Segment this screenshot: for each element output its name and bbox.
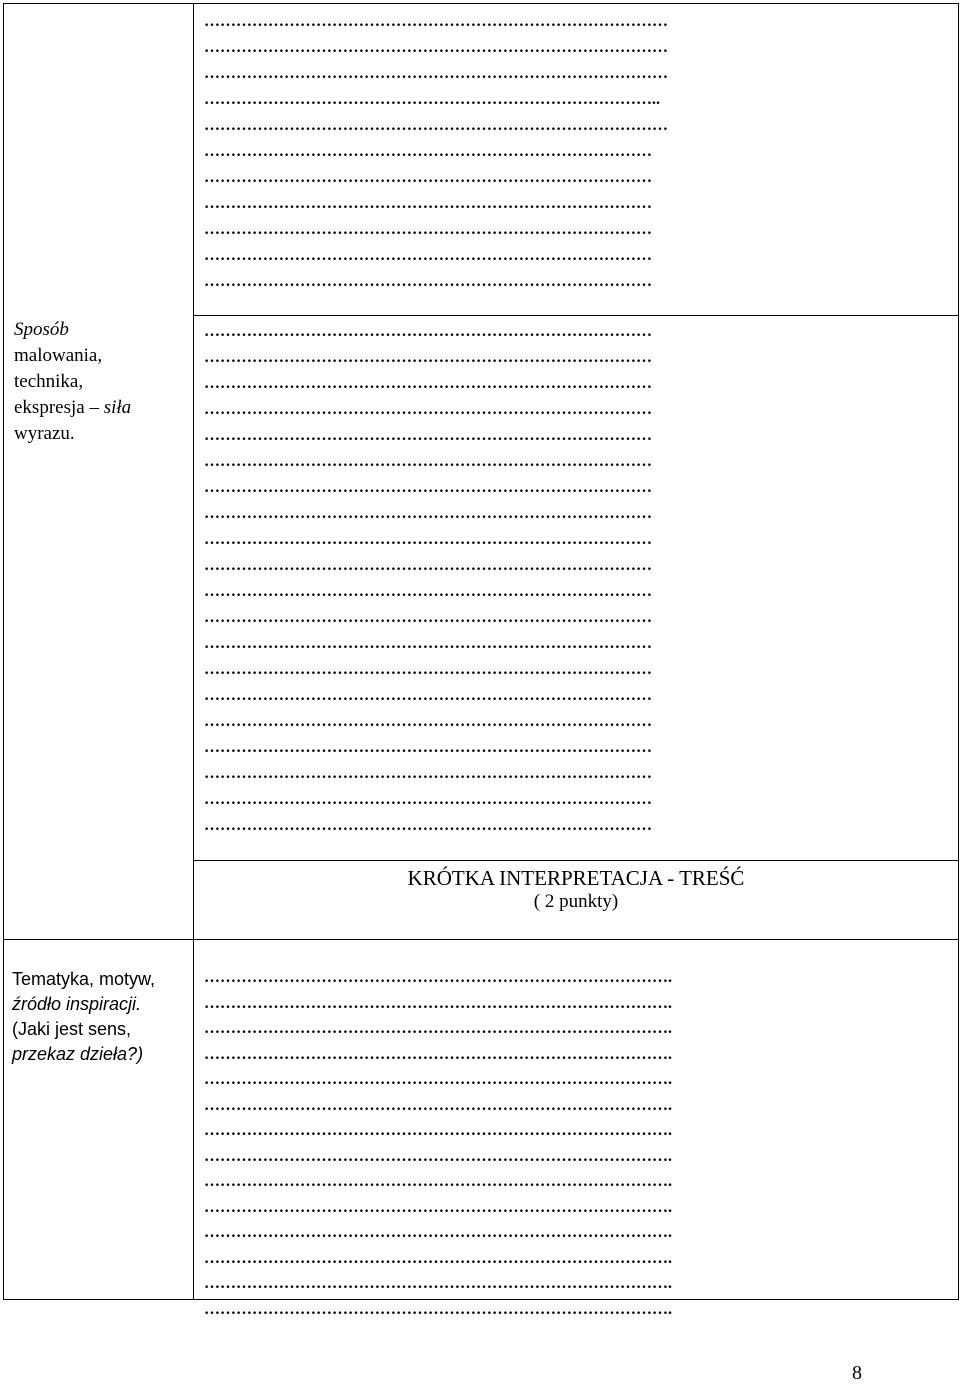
dotted-answer-line: …………………………………………………………………………….: [204, 1148, 672, 1165]
dotted-answer-line: …………………………………………………………………………….: [204, 1097, 672, 1114]
page-number: 8: [852, 1362, 862, 1384]
dotted-answer-line: …………………………………………………………………………: [204, 428, 652, 444]
dotted-answer-line: …………………………………………………………………………: [204, 454, 652, 470]
row1-label-line: malowania,: [14, 345, 103, 366]
dotted-answer-line: …………………………………………………………………………: [204, 196, 652, 212]
row2-label-line: (Jaki jest sens,: [12, 1019, 132, 1039]
row1-label-line3-plain: ekspresja –: [14, 397, 104, 418]
dotted-answer-line: ……………………………………………………………………………: [204, 40, 668, 56]
row1-label-line3: [14, 395, 189, 421]
dotted-answer-line: ……………………………………………………………………………: [204, 118, 668, 134]
row1-label-line: wyrazu.: [14, 423, 75, 444]
dotted-answer-line: …………………………………………………………………………: [204, 402, 652, 418]
row2-label: [12, 967, 190, 1067]
dotted-answer-line: …………………………………………………………………………: [204, 532, 652, 548]
heading-top-border: [193, 860, 959, 861]
section-title: KRÓTKA INTERPRETACJA - TREŚĆ: [407, 866, 745, 890]
row2-label-line: Tematyka, motyw,: [12, 969, 156, 989]
dotted-answer-line: …………………………………………………………………………: [204, 766, 652, 782]
dotted-answer-line: …………………………………………………………………………: [204, 274, 652, 290]
dotted-answer-line: …………………………………………………………………………: [204, 636, 652, 652]
dotted-answer-line: …………………………………………………………………………….: [204, 1174, 672, 1190]
table-top-border: [3, 3, 959, 4]
dotted-answer-line: …………………………………………………………………………: [204, 688, 652, 704]
dotted-answer-line: …………………………………………………………………………: [204, 610, 652, 626]
dotted-answer-line: …………………………………………………………………………: [204, 558, 652, 574]
dotted-answer-line: …………………………………………………………………………..: [204, 92, 660, 108]
dotted-answer-line: …………………………………………………………………………: [204, 144, 652, 160]
dotted-answer-line: …………………………………………………………………………: [204, 792, 652, 808]
dotted-answer-line: ……………………………………………………………………………: [204, 14, 668, 30]
row1-label-line3-italic: siła: [103, 397, 132, 418]
table-right-border: [958, 3, 959, 1300]
row1-label: [14, 317, 189, 447]
row2-label-line: przekaz dzieła?): [12, 1044, 144, 1064]
dotted-answer-line: …………………………………………………………………………: [204, 714, 652, 730]
dotted-answer-line: …………………………………………………………………………….: [204, 1276, 672, 1292]
row1-answer-area[interactable]: [204, 6, 954, 858]
section-subtitle: ( 2 punkty): [533, 891, 619, 912]
dotted-answer-line: …………………………………………………………………………: [204, 584, 652, 600]
dotted-answer-line: …………………………………………………………………………: [204, 740, 652, 756]
dotted-answer-line: …………………………………………………………………………: [204, 480, 652, 496]
dotted-answer-line: …………………………………………………………………………: [204, 222, 652, 238]
dotted-answer-line: …………………………………………………………………………: [204, 248, 652, 264]
section-heading: [193, 866, 959, 914]
dotted-answer-line: …………………………………………………………………………….: [204, 1072, 672, 1088]
dotted-answer-line: …………………………………………………………………………….: [204, 1301, 672, 1318]
dotted-answer-line: …………………………………………………………………………….: [204, 995, 672, 1012]
row2-label-line: źródło inspiracji.: [12, 994, 142, 1014]
dotted-answer-line: …………………………………………………………………………….: [204, 1123, 672, 1139]
row2-answer-area[interactable]: [204, 966, 954, 1318]
table-left-border: [3, 3, 4, 1300]
dotted-answer-line: …………………………………………………………………………: [204, 662, 652, 678]
dotted-answer-line: …………………………………………………………………………….: [204, 1021, 672, 1037]
dotted-answer-line: …………………………………………………………………………: [204, 324, 652, 340]
dotted-answer-line: …………………………………………………………………………….: [204, 1250, 672, 1267]
heading-bottom-border: [3, 939, 959, 940]
dotted-answer-line: ……………………………………………………………………………: [204, 66, 668, 82]
table-bottom-border: [3, 1299, 959, 1300]
row1-label-italic: Sposób: [14, 319, 69, 340]
row1-label-line: technika,: [14, 371, 84, 392]
dotted-answer-line: …………………………………………………………………………: [204, 350, 652, 366]
dotted-answer-line: …………………………………………………………………………: [204, 170, 652, 186]
column-divider-top: [193, 3, 194, 940]
dotted-answer-line: …………………………………………………………………………: [204, 818, 652, 834]
column-divider-bottom: [193, 939, 194, 1300]
dotted-answer-line: …………………………………………………………………………: [204, 506, 652, 522]
dotted-answer-line: …………………………………………………………………………: [204, 376, 652, 392]
dotted-answer-line: …………………………………………………………………………….: [204, 1199, 672, 1216]
dotted-answer-line: …………………………………………………………………………….: [204, 970, 672, 986]
dotted-answer-line: …………………………………………………………………………….: [204, 1225, 672, 1241]
dotted-answer-line: …………………………………………………………………………….: [204, 1046, 672, 1063]
